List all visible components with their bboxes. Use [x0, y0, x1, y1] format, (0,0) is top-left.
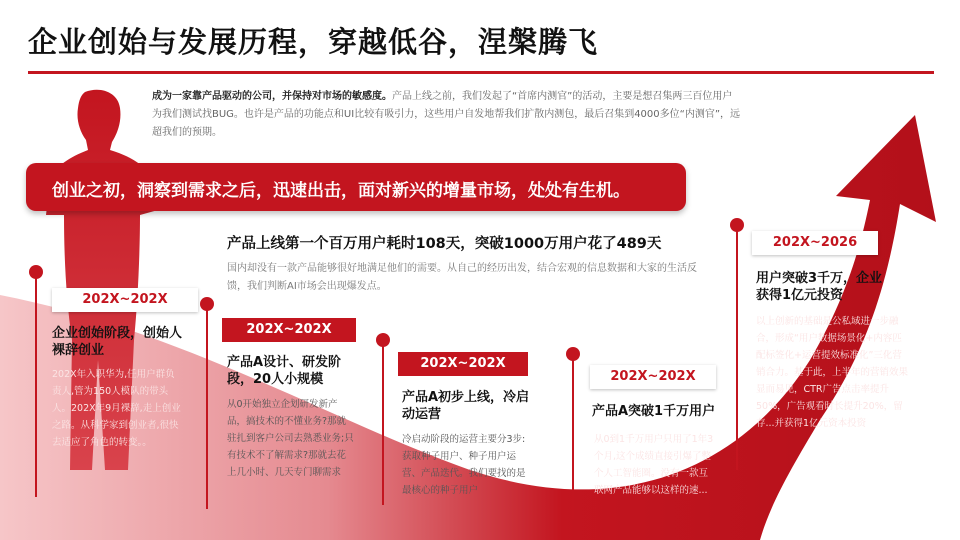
stage-1-title: 企业创始阶段，创始人裸辞创业: [52, 326, 183, 358]
banner-text: 创业之初，洞察到需求之后，迅速出击，面对新兴的增量市场，处处有生机。: [52, 181, 630, 201]
page-title: 企业创始与发展历程，穿越低谷，涅槃腾飞: [28, 25, 599, 59]
intro-paragraph: [152, 88, 742, 142]
stage-4-desc: 从0到1千万用户只用了1年3个月,这个成绩直接引爆了整个人工智能圈。没有一款互联网产品能够以这样的速...: [594, 434, 714, 496]
intro-lead: 成为一家靠产品驱动的公司，并保持对市场的敏感度。: [152, 91, 392, 102]
title-divider: [28, 71, 934, 74]
milestone-title: 产品上线第一个百万用户耗时108天，突破1000万用户花了489天: [227, 236, 662, 252]
stage-1-desc: 202X年入职华为,任用户群负责人,管为150人模队的带头人。202X年9月裸辞,走上创业之路。从科学家到创业者,很快去适应了角色的转变。。: [52, 369, 181, 448]
stage-2-desc: 从0开始独立企划研发新产品，搞技术的不懂业务?那就驻扎到客户公司去熟悉业务;只有技术不了解需求?那就去花上几小时、几天专门聊需求: [227, 399, 354, 478]
stage-5-desc: 以上创新的基础是公私域进一步融合，形成“用户数据场景化+内容匹配标签化+运营提效标准化”三化营销合力。基于此，上半年的营销效果显而易见，CTR广告点击率提升50%，广告观看时长提升20%，留存...并获得1亿元资本投资: [756, 316, 909, 429]
stage-3-desc: 冷启动阶段的运营主要分3步:获取种子用户、种子用户运营、产品迭代。我们要找的是最核心的种子用户: [402, 434, 526, 496]
stage-5-title: 用户突破3千万，企业获得1亿元投资: [756, 271, 883, 303]
stage-3-period: 202X~202X: [398, 352, 528, 376]
stage-4-period: 202X~202X: [590, 365, 716, 389]
stage-5-period: 202X~2026: [752, 231, 878, 255]
stage-1-period: 202X~202X: [52, 288, 198, 312]
milestone-desc: 国内却没有一款产品能够很好地满足他们的需要。从自己的经历出发，结合宏观的信息数据和大家的生活反馈，我们判断AI市场会出现爆发点。: [227, 263, 697, 292]
stage-2-period: 202X~202X: [222, 318, 356, 342]
stage-4-title: 产品A突破1千万用户: [592, 404, 716, 419]
key-banner: [26, 163, 686, 211]
stage-3-title: 产品A初步上线，冷启动运营: [402, 390, 530, 422]
intro-text: 产品上线之前，我们发起了“首席内测官”的活动，主要是想召集两三百位用户为我们测试找BUG。也许是产品的功能点和UI比较有吸引力，这些用户自发地帮我们扩散内测包，最后召集到4000多位“内测官”，远超我们的预期。: [152, 91, 741, 138]
stage-2-title: 产品A设计、研发阶段，20人小规模: [227, 355, 342, 387]
